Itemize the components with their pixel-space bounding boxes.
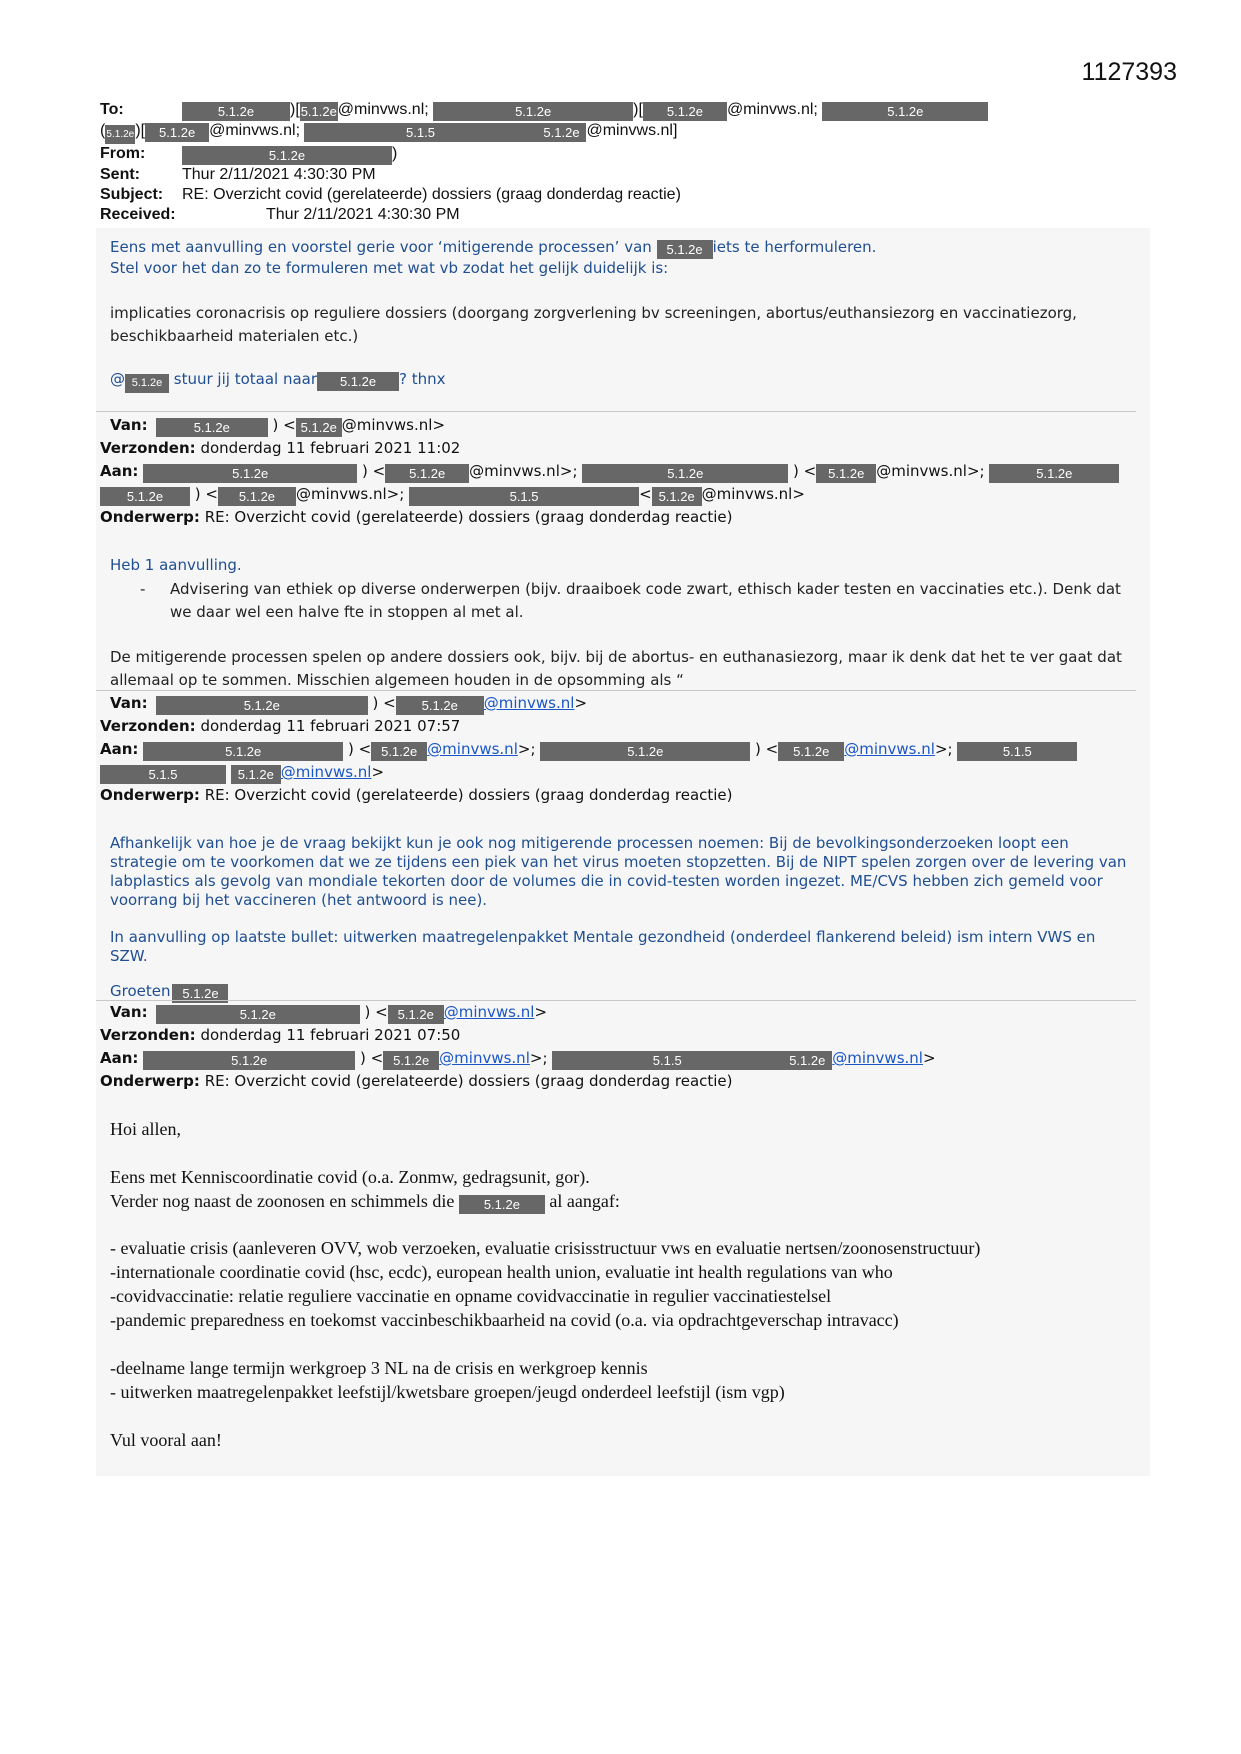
redaction: 5.1.2e [433, 102, 633, 121]
redaction: 5.1.2e [385, 464, 469, 483]
redaction: 5.1.2e [105, 125, 135, 144]
redaction: 5.1.2e [125, 374, 169, 393]
from-line: From: 5.1.2e ) [100, 145, 398, 163]
redaction: 5.1.2e [396, 696, 484, 715]
list-item: - uitwerken maatregelenpakket leefstijl/kwetsbare groepen/jeugd onderdeel leefstijl (ism vgp) [110, 1382, 785, 1402]
redaction: 5.1.2e [459, 1195, 545, 1214]
redaction: 5.1.2e [778, 742, 844, 761]
list-item: - evaluatie crisis (aanleveren OVV, wob verzoeken, evaluatie crisisstructuur vws en evaluatie nertsen/zoonosenstructuur) [110, 1238, 981, 1258]
subject-line: Subject: RE: Overzicht covid (gerelateerde) dossiers (graag donderdag reactie) [100, 186, 681, 203]
forward-header-1: Van: 5.1.2e ) < 5.1.2e @minvws.nl> Verzonden: donderdag 11 februari 2021 11:02 Aan: 5.1.2e ) < 5.1.2e @minvws.nl>; 5.1.2e ) < 5.1.2e @minvws.nl>; 5.1.2e 5.1.2e ) < 5.1.2e @minvws.nl>; 5.1.5 < 5.1.2e @minvws.nl> Onderwerp: RE: Overzicht covid (gerelateerde) dossiers (graag donderdag reactie) [100, 414, 1150, 529]
redaction: 5.1.2e [143, 1051, 355, 1070]
redaction: 5.1.2e [143, 464, 357, 483]
message-3-para-1: Afhankelijk van hoe je de vraag bekijkt kun je ook nog mitigerende processen noemen: Bij de bevolkingsonderzoeken loopt een strategie om te voorkomen dat we ze tijdens een piek van het virus moeten stopzetten. Bij de NIPT spelen zorgen over de levering van labplastics als gevolg van mondiale tekorten door de volumes die in covid-testen worden ingezet. ME/CVS hebben zich gemeld voor voorrang bij het vaccineren (het antwoord is nee). [110, 834, 1127, 909]
redaction: 5.1.2e [156, 1005, 360, 1024]
redaction: 5.1.2e [300, 104, 337, 119]
redaction: 5.1.2e [296, 418, 342, 437]
redaction: 5.1.2e [371, 742, 427, 761]
message-4-closing: Vul vooral aan! [110, 1430, 222, 1450]
message-4-list-1 [110, 1236, 1140, 1332]
forward-header-3: Van: 5.1.2e ) < 5.1.2e @minvws.nl> Verzonden: donderdag 11 februari 2021 07:50 Aan: 5.1.2e ) < 5.1.2e @minvws.nl>; 5.1.5 5.1.2e @minvws.nl> Onderwerp: RE: Overzicht covid (gerelateerde) dossiers (graag donderdag reactie) [100, 1003, 936, 1090]
redaction: 5.1.2e [182, 102, 290, 121]
forward-header-2: Van: 5.1.2e ) < 5.1.2e @minvws.nl> Verzonden: donderdag 11 februari 2021 07:57 Aan: 5.1.2e ) < 5.1.2e @minvws.nl>; 5.1.2e ) < 5.1.2e @minvws.nl>; 5.1.5 5.1.5 5.1.2e @minvws.nl> Onderwerp: RE: Overzicht covid (gerelateerde) dossiers (graag donderdag reactie) [100, 692, 1150, 807]
list-item: -deelname lange termijn werkgroep 3 NL na de crisis en werkgroep kennis [110, 1358, 648, 1378]
redaction: 5.1.5 [552, 1051, 782, 1070]
message-2-intro: Heb 1 aanvulling. [110, 556, 242, 574]
message-1-ask: @ 5.1.2e stuur jij totaal naar 5.1.2e ? thnx [110, 370, 1130, 393]
redaction: 5.1.2e [317, 372, 399, 391]
redaction: 5.1.2e [782, 1051, 832, 1070]
divider [96, 690, 1136, 691]
message-3-para-2: In aanvulling op laatste bullet: uitwerken maatregelenpakket Mentale gezondheid (onderdeel flankerend beleid) ism intern VWS en SZW. [110, 928, 1096, 965]
redaction: 5.1.2e [657, 240, 713, 259]
redaction: 5.1.2e [822, 102, 988, 121]
redaction: 5.1.2e [143, 742, 343, 761]
redaction: 5.1.2e [156, 696, 368, 715]
redaction: 5.1.2e [231, 765, 281, 784]
message-1: Eens met aanvulling en voorstel gerie voor ‘mitigerende processen’ van 5.1.2e iets te herformuleren. Stel voor het dan zo te formuleren met wat vb zodat het gelijk duidelijk is: [110, 238, 877, 277]
email-header [100, 100, 1140, 225]
redaction: 5.1.2e [536, 123, 586, 142]
message-1-para: implicaties coronacrisis op reguliere dossiers (doorgang zorgverlening bv screeningen, abortus/euthansiezorg en vaccinatiezorg, beschikbaarheid materialen etc.) [110, 304, 1077, 345]
redaction: 5.1.2e [182, 146, 392, 165]
redaction: 5.1.2e [388, 1005, 444, 1024]
list-item: -internationale coordinatie covid (hsc, ecdc), european health union, evaluatie int health regulations van who [110, 1262, 893, 1282]
redaction: 5.1.2e [643, 102, 727, 121]
redaction: 5.1.2e [989, 464, 1119, 483]
message-4-intro: Eens met Kenniscoordinatie covid (o.a. Zonmw, gedragsunit, gor). Verder nog naast de zoonosen en schimmels die 5.1.2e al aangaf: [110, 1167, 620, 1212]
redaction: 5.1.2e [582, 464, 788, 483]
sent-line: Sent: Thur 2/11/2021 4:30:30 PM [100, 166, 376, 183]
to-line: To: 5.1.2e )[5.1.2e@minvws.nl; 5.1.2e )[ 5.1.2e @minvws.nl; 5.1.2e [100, 100, 1140, 121]
redaction: 5.1.5 [100, 765, 226, 784]
redaction: 5.1.2e [100, 487, 190, 506]
to-line-continued: (5.1.2e)[ 5.1.2e @minvws.nl; 5.1.5 5.1.2e @minvws.nl] [100, 121, 1140, 144]
redaction: 5.1.2e [816, 464, 876, 483]
redaction: 5.1.2e [383, 1051, 439, 1070]
redaction: 5.1.5 [304, 123, 536, 142]
message-2-para: De mitigerende processen spelen op andere dossiers ook, bijv. bij de abortus- en euthanasiezorg, maar ik denk dat het te ver gaat dat allemaal op te sommen. Misschien algemeen houden in de opsomming als “ [110, 648, 1122, 689]
received-line: Received: Thur 2/11/2021 4:30:30 PM [100, 206, 460, 223]
redaction: 5.1.2e [652, 487, 702, 506]
document-id: 1127393 [1081, 58, 1177, 86]
list-item: -covidvaccinatie: relatie reguliere vaccinatie en opname covidvaccinatie in regulier vaccinatiestelsel [110, 1286, 832, 1306]
redaction: 5.1.2e [540, 742, 750, 761]
message-3-greeting: Groeten 5.1.2e [110, 982, 1130, 1003]
divider [96, 411, 1136, 412]
redaction: 5.1.2e [156, 418, 268, 437]
message-2-bullet: - Advisering van ethiek op diverse onderwerpen (bijv. draaiboek code zwart, ethisch kader testen en vaccinaties etc.). Denk dat we daar wel een halve fte in stoppen al met al. [140, 580, 1121, 621]
redaction: 5.1.5 [409, 487, 639, 506]
message-4-hello: Hoi allen, [110, 1119, 181, 1139]
message-4-list-2 [110, 1356, 1140, 1404]
redaction: 5.1.5 [957, 742, 1077, 761]
redaction: 5.1.2e [145, 123, 209, 142]
redaction: 5.1.2e [218, 487, 296, 506]
redaction: 5.1.2e [172, 984, 228, 1003]
list-item: -pandemic preparedness en toekomst vaccinbeschikbaarheid na covid (o.a. via opdrachtgeverschap intravacc) [110, 1310, 899, 1330]
